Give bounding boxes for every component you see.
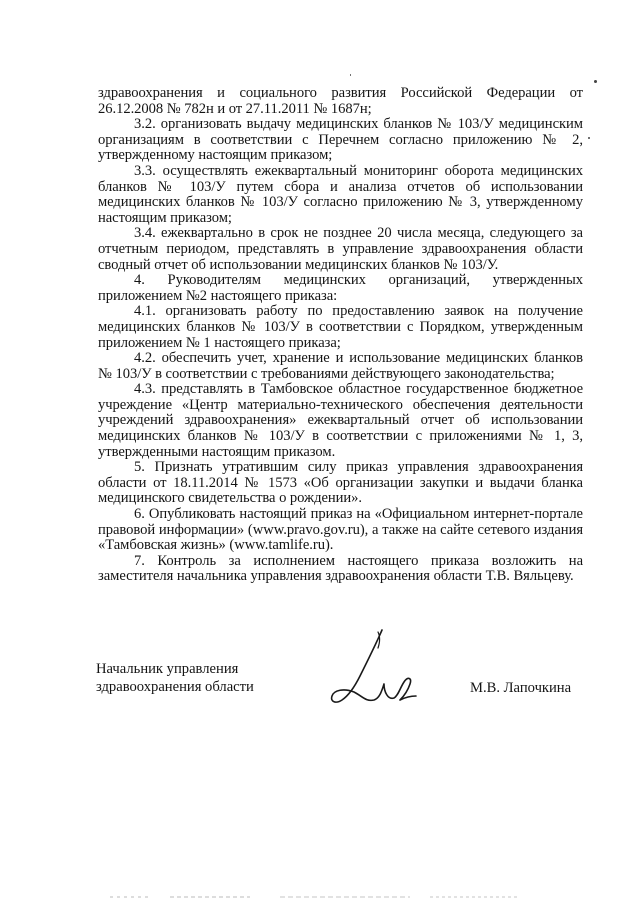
scan-speck	[350, 74, 351, 76]
signatory-position-line1: Начальник управления	[96, 661, 239, 677]
order-body	[98, 86, 583, 585]
paragraph-4-2: 4.2. обеспечить учет, хранение и использование медицинских бланков № 103/У в соответствии с требованиями действующего законодательства;	[98, 350, 583, 382]
paragraph-3-2: 3.2. организовать выдачу медицинских бланков № 103/У медицинским организациям в соответствии с Перечнем согласно приложению № 2, утвержденному настоящим приказом;	[98, 116, 583, 164]
scan-speck	[594, 80, 597, 83]
paragraph-continuation: здравоохранения и социального развития Российской Федерации от 26.12.2008 № 782н и от 27.11.2011 № 1687н;	[98, 85, 583, 117]
paragraph-3-3: 3.3. осуществлять ежеквартальный мониторинг оборота медицинских бланков № 103/У путем сбора и анализа отчетов об использовании медицинских бланков № 103/У согласно приложению № 3, утвержденному настоящим приказом;	[98, 162, 583, 226]
scan-edge-noise	[110, 894, 530, 900]
paragraph-7: 7. Контроль за исполнением настоящего приказа возложить на заместителя начальника управления здравоохранения области Т.В. Вяльцеву.	[98, 552, 583, 585]
paragraph-4-1: 4.1. организовать работу по предоставлению заявок на получение медицинских бланков № 103/У в соответствии с Порядком, утвержденным приложением № 1 настоящего приказа;	[98, 303, 583, 351]
paragraph-4: 4. Руководителям медицинских организаций, утвержденных приложением №2 настоящего приказа:	[98, 272, 583, 304]
scan-speck	[588, 137, 590, 139]
signatory-name: М.В. Лапочкина	[470, 680, 572, 696]
paragraph-4-3: 4.3. представлять в Тамбовское областное государственное бюджетное учреждение «Центр материально-технического обеспечения деятельности учреждений здравоохранения» ежеквартальный отчет об использовании медицинских бланков № 103/У в соответствии с приложениями № 1, 3, утвержденными настоящим приказом.	[98, 381, 583, 460]
signatory-position-line2: здравоохранения области	[96, 679, 254, 695]
paragraph-5: 5. Признать утратившим силу приказ управления здравоохранения области от 18.11.2014 № 1573 «Об организации закупки и выдачи бланка медицинского свидетельства о рождении».	[98, 459, 583, 507]
paragraph-6: 6. Опубликовать настоящий приказ на «Официальном интернет-портале правовой информации» (www.pravo.gov.ru), а также на сайте сетевого издания «Тамбовская жизнь» (www.tamlife.ru).	[98, 506, 583, 554]
paragraph-3-4: 3.4. ежеквартально в срок не позднее 20 числа месяца, следующего за отчетным периодом, представлять в управление здравоохранения области сводный отчет об использовании медицинских бланков № 103/У.	[98, 225, 583, 273]
signatory-position	[96, 660, 254, 696]
handwritten-signature	[318, 626, 428, 710]
